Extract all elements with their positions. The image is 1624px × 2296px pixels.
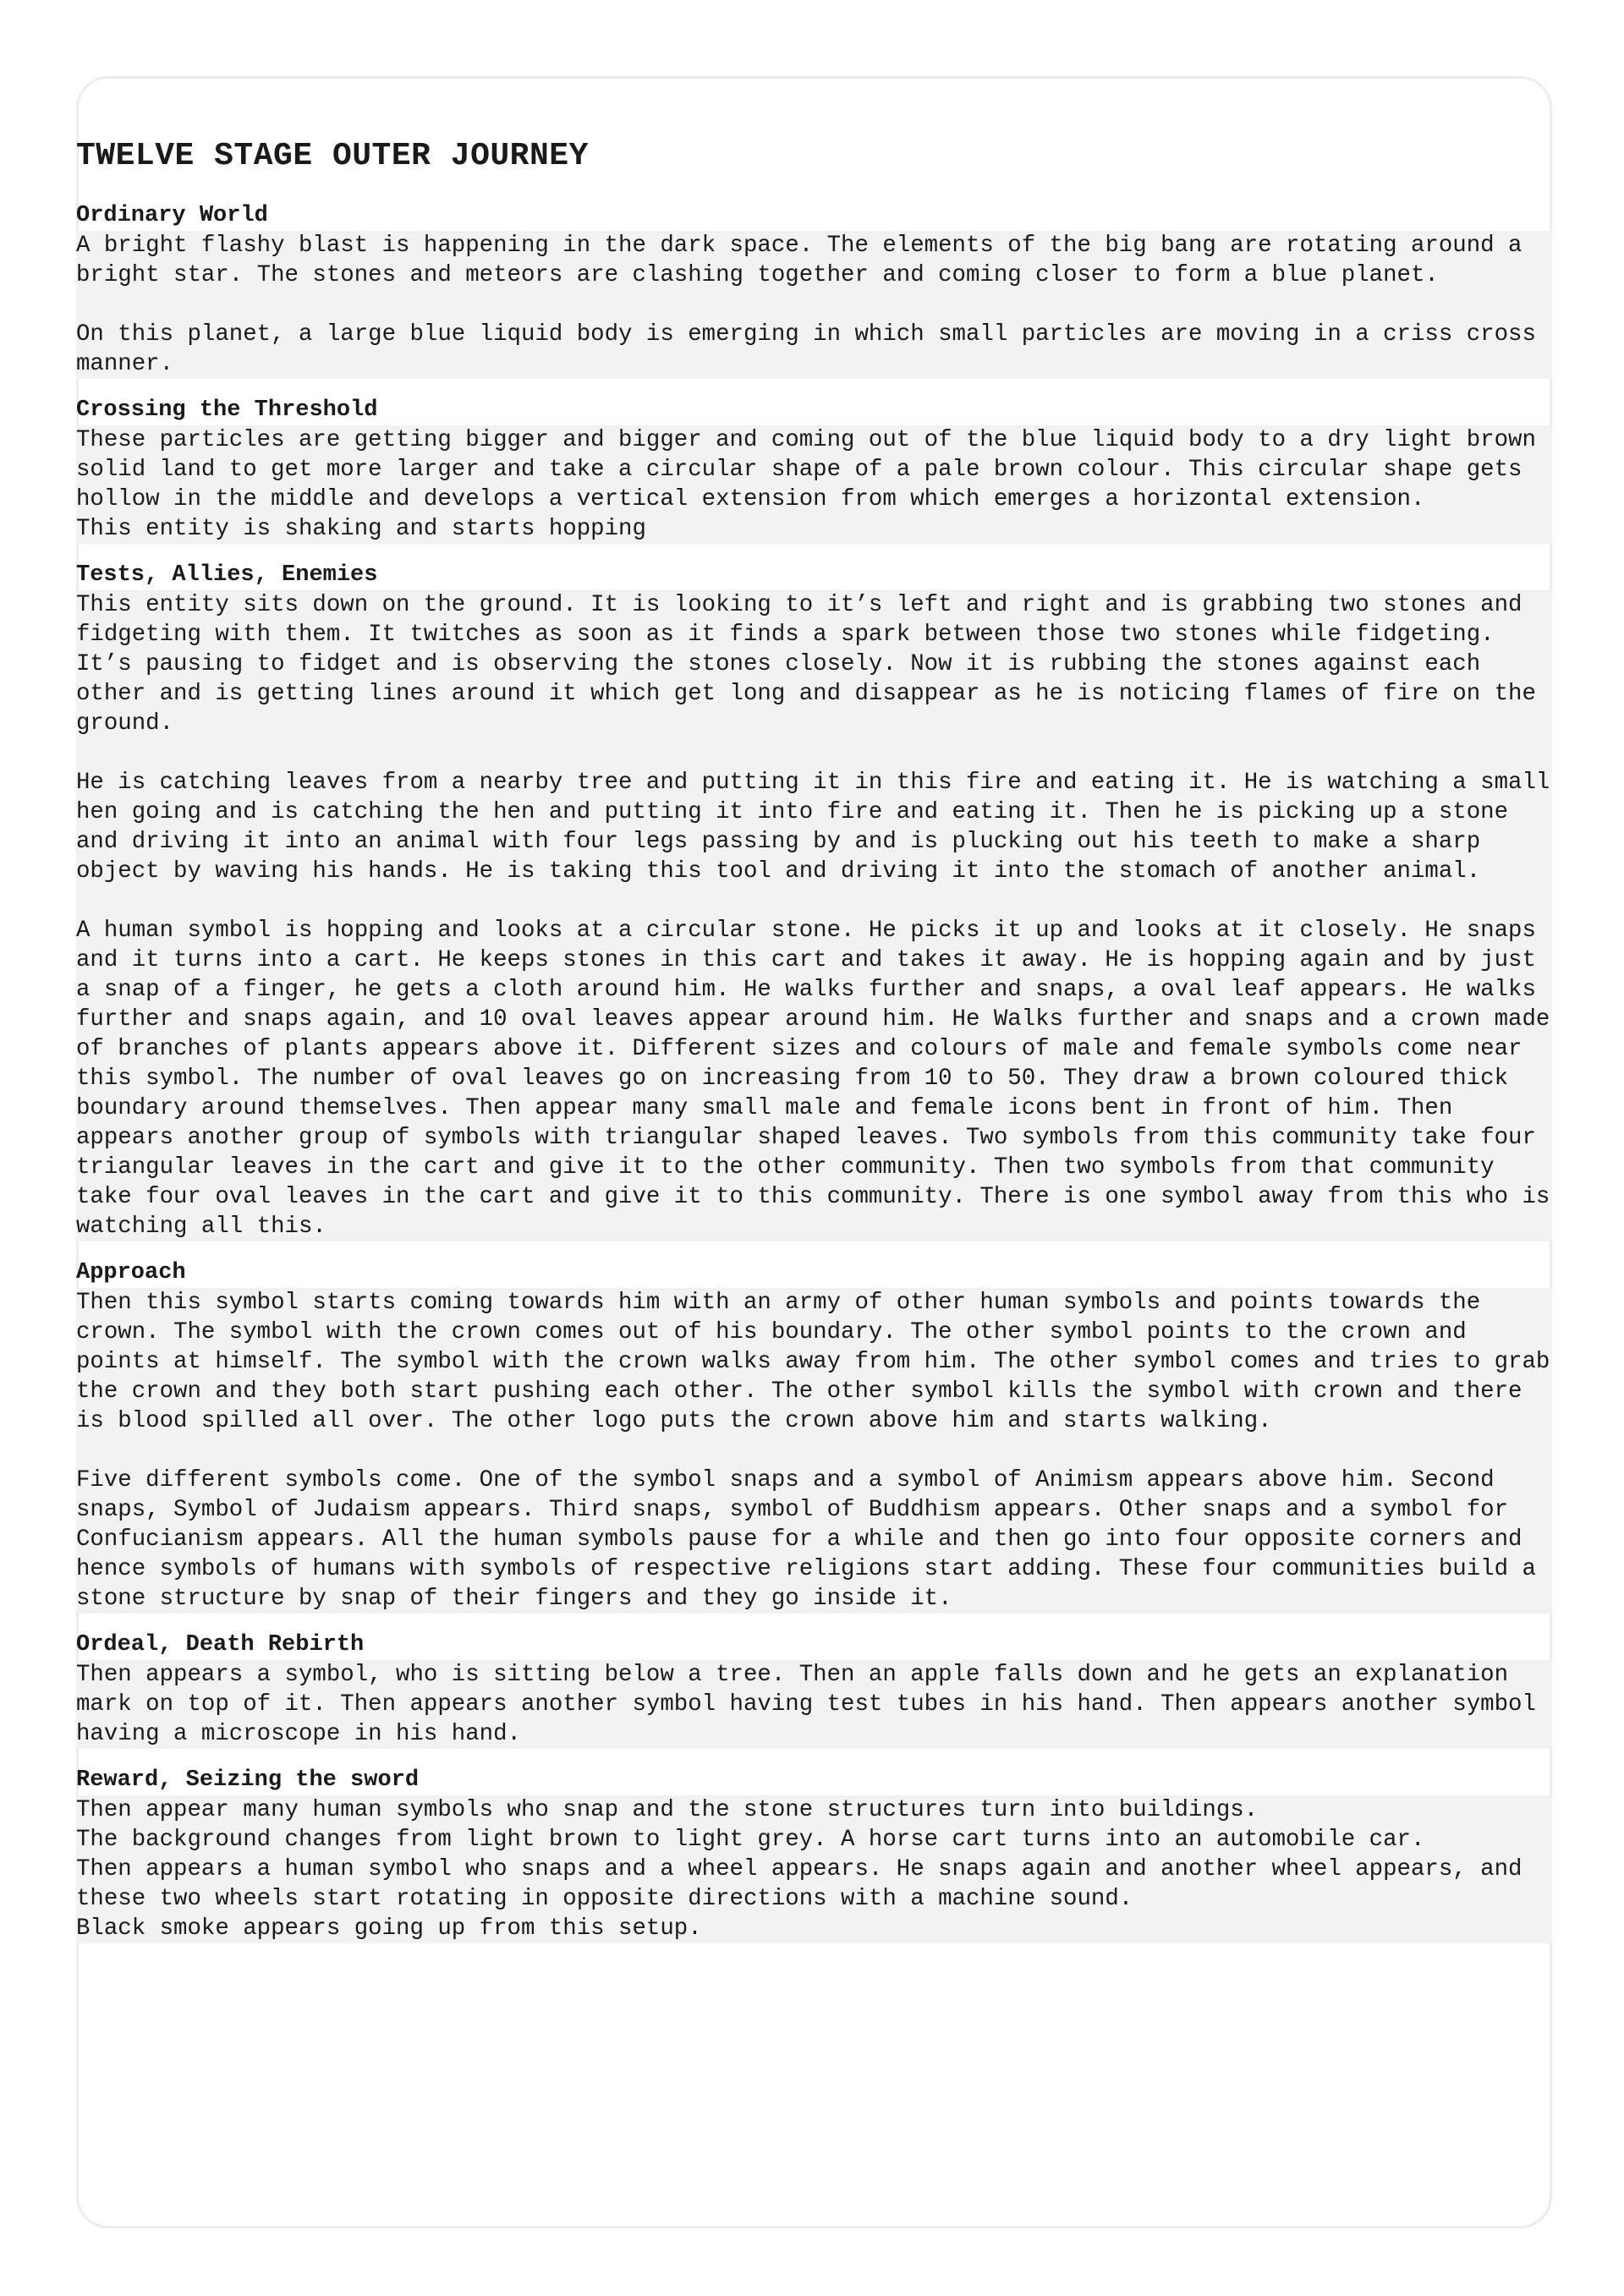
section-body [76,1660,1552,1749]
section [76,396,1552,544]
paragraph: A bright flashy blast is happening in the dark space. The elements of the big bang are rotating around a bright star. The stones and meteors are clashing together and coming closer to form a blue planet. [76,233,1522,288]
paragraph: This entity sits down on the ground. It is looking to it’s left and right and is grabbing two stones and fidgeting with them. It twitches as soon as it finds a spark between those two stones while fidgeting. It’s pausing to fidget and is observing the stones closely. Now it is rubbing the stones against each other and is getting lines around it which get long and disappear as he is noticing flames of fire on the ground. [76,592,1536,737]
paragraph: On this planet, a large blue liquid body is emerging in which small particles are moving in a criss cross manner. [76,321,1536,377]
section [76,1766,1552,1943]
section [76,1630,1552,1749]
document-body [76,135,1552,1960]
sections-container [76,201,1552,1943]
section [76,201,1552,379]
paragraph: Then appear many human symbols who snap and the stone structures turn into buildings. [76,1797,1259,1823]
paragraph: The background changes from light brown to light grey. A horse cart turns into an automobile car. [76,1827,1425,1853]
section-heading: Ordinary World [76,203,268,228]
section-heading: Approach [76,1260,186,1285]
paragraph: These particles are getting bigger and bigger and coming out of the blue liquid body to a dry light brown solid land to get more larger and take a circular shape of a pale brown colour. This circular shape gets hollow in the middle and develops a vertical extension from which emerges a horizontal extension. [76,427,1536,512]
section-body [76,231,1552,379]
paragraph: Five different symbols come. One of the symbol snaps and a symbol of Animism appears above him. Second snaps, Symbol of Judaism appears. Third snaps, symbol of Buddhism appears. Other snaps and a symbol for Confucianism appears. All the human symbols pause for a while and then go into four opposite corners and hence symbols of humans with symbols of respective religions start adding. These four communities build a stone structure by snap of their fingers and they go inside it. [76,1467,1536,1612]
paragraph: He is catching leaves from a nearby tree and putting it in this fire and eating it. He is watching a small hen going and is catching the hen and putting it into fire and eating it. Then he is picking up a stone and driving it into an animal with four legs passing by and is plucking out his teeth to make a sharp object by waving his hands. He is taking this tool and driving it into the stomach of another animal. [76,770,1550,885]
section-body [76,1795,1552,1943]
section [76,561,1552,1241]
section [76,1258,1552,1614]
section-heading: Tests, Allies, Enemies [76,562,378,588]
paragraph: Then this symbol starts coming towards him with an army of other human symbols and points towards the crown. The symbol with the crown comes out of his boundary. The other symbol points to the crown and points at himself. The symbol with the crown walks away from him. The other symbol comes and tries to grab the crown and they both start pushing each other. The other symbol kills the symbol with crown and there is blood spilled all over. The other logo puts the crown above him and starts walking. [76,1290,1550,1434]
paragraph: This entity is shaking and starts hopping [76,516,646,542]
section-body [76,590,1552,1241]
section-heading: Crossing the Threshold [76,397,378,423]
paragraph: Then appears a human symbol who snaps and a wheel appears. He snaps again and another wheel appears, and these two wheels start rotating in opposite directions with a machine sound. [76,1856,1522,1912]
section-heading: Ordeal, Death Rebirth [76,1632,365,1658]
section-body [76,1288,1552,1614]
paragraph: Black smoke appears going up from this setup. [76,1915,702,1942]
document-title: TWELVE STAGE OUTER JOURNEY [76,138,589,174]
paragraph: Then appears a symbol, who is sitting below a tree. Then an apple falls down and he gets an explanation mark on top of it. Then appears another symbol having test tubes in his hand. Then appears another symbol having a microscope in his hand. [76,1662,1536,1747]
section-body [76,425,1552,544]
section-heading: Reward, Seizing the sword [76,1767,420,1793]
paragraph: A human symbol is hopping and looks at a circular stone. He picks it up and looks at it closely. He snaps and it turns into a cart. He keeps stones in this cart and takes it away. He is hopping again and by just a snap of a finger, he gets a cloth around him. He walks further and snaps, a oval leaf appears. He walks further and snaps again, and 10 oval leaves appear around him. He Walks further and snaps and a crown made of branches of plants appears above it. Different sizes and colours of male and female symbols come near this symbol. The number of oval leaves go on increasing from 10 to 50. They draw a brown coloured thick boundary around themselves. Then appear many small male and female icons bent in front of him. Then appears another group of symbols with triangular shaped leaves. Two symbols from this community take four triangular leaves in the cart and give it to the other community. Then two symbols from that community take four oval leaves in the cart and give it to this community. There is one symbol away from this who is watching all this. [76,918,1550,1240]
